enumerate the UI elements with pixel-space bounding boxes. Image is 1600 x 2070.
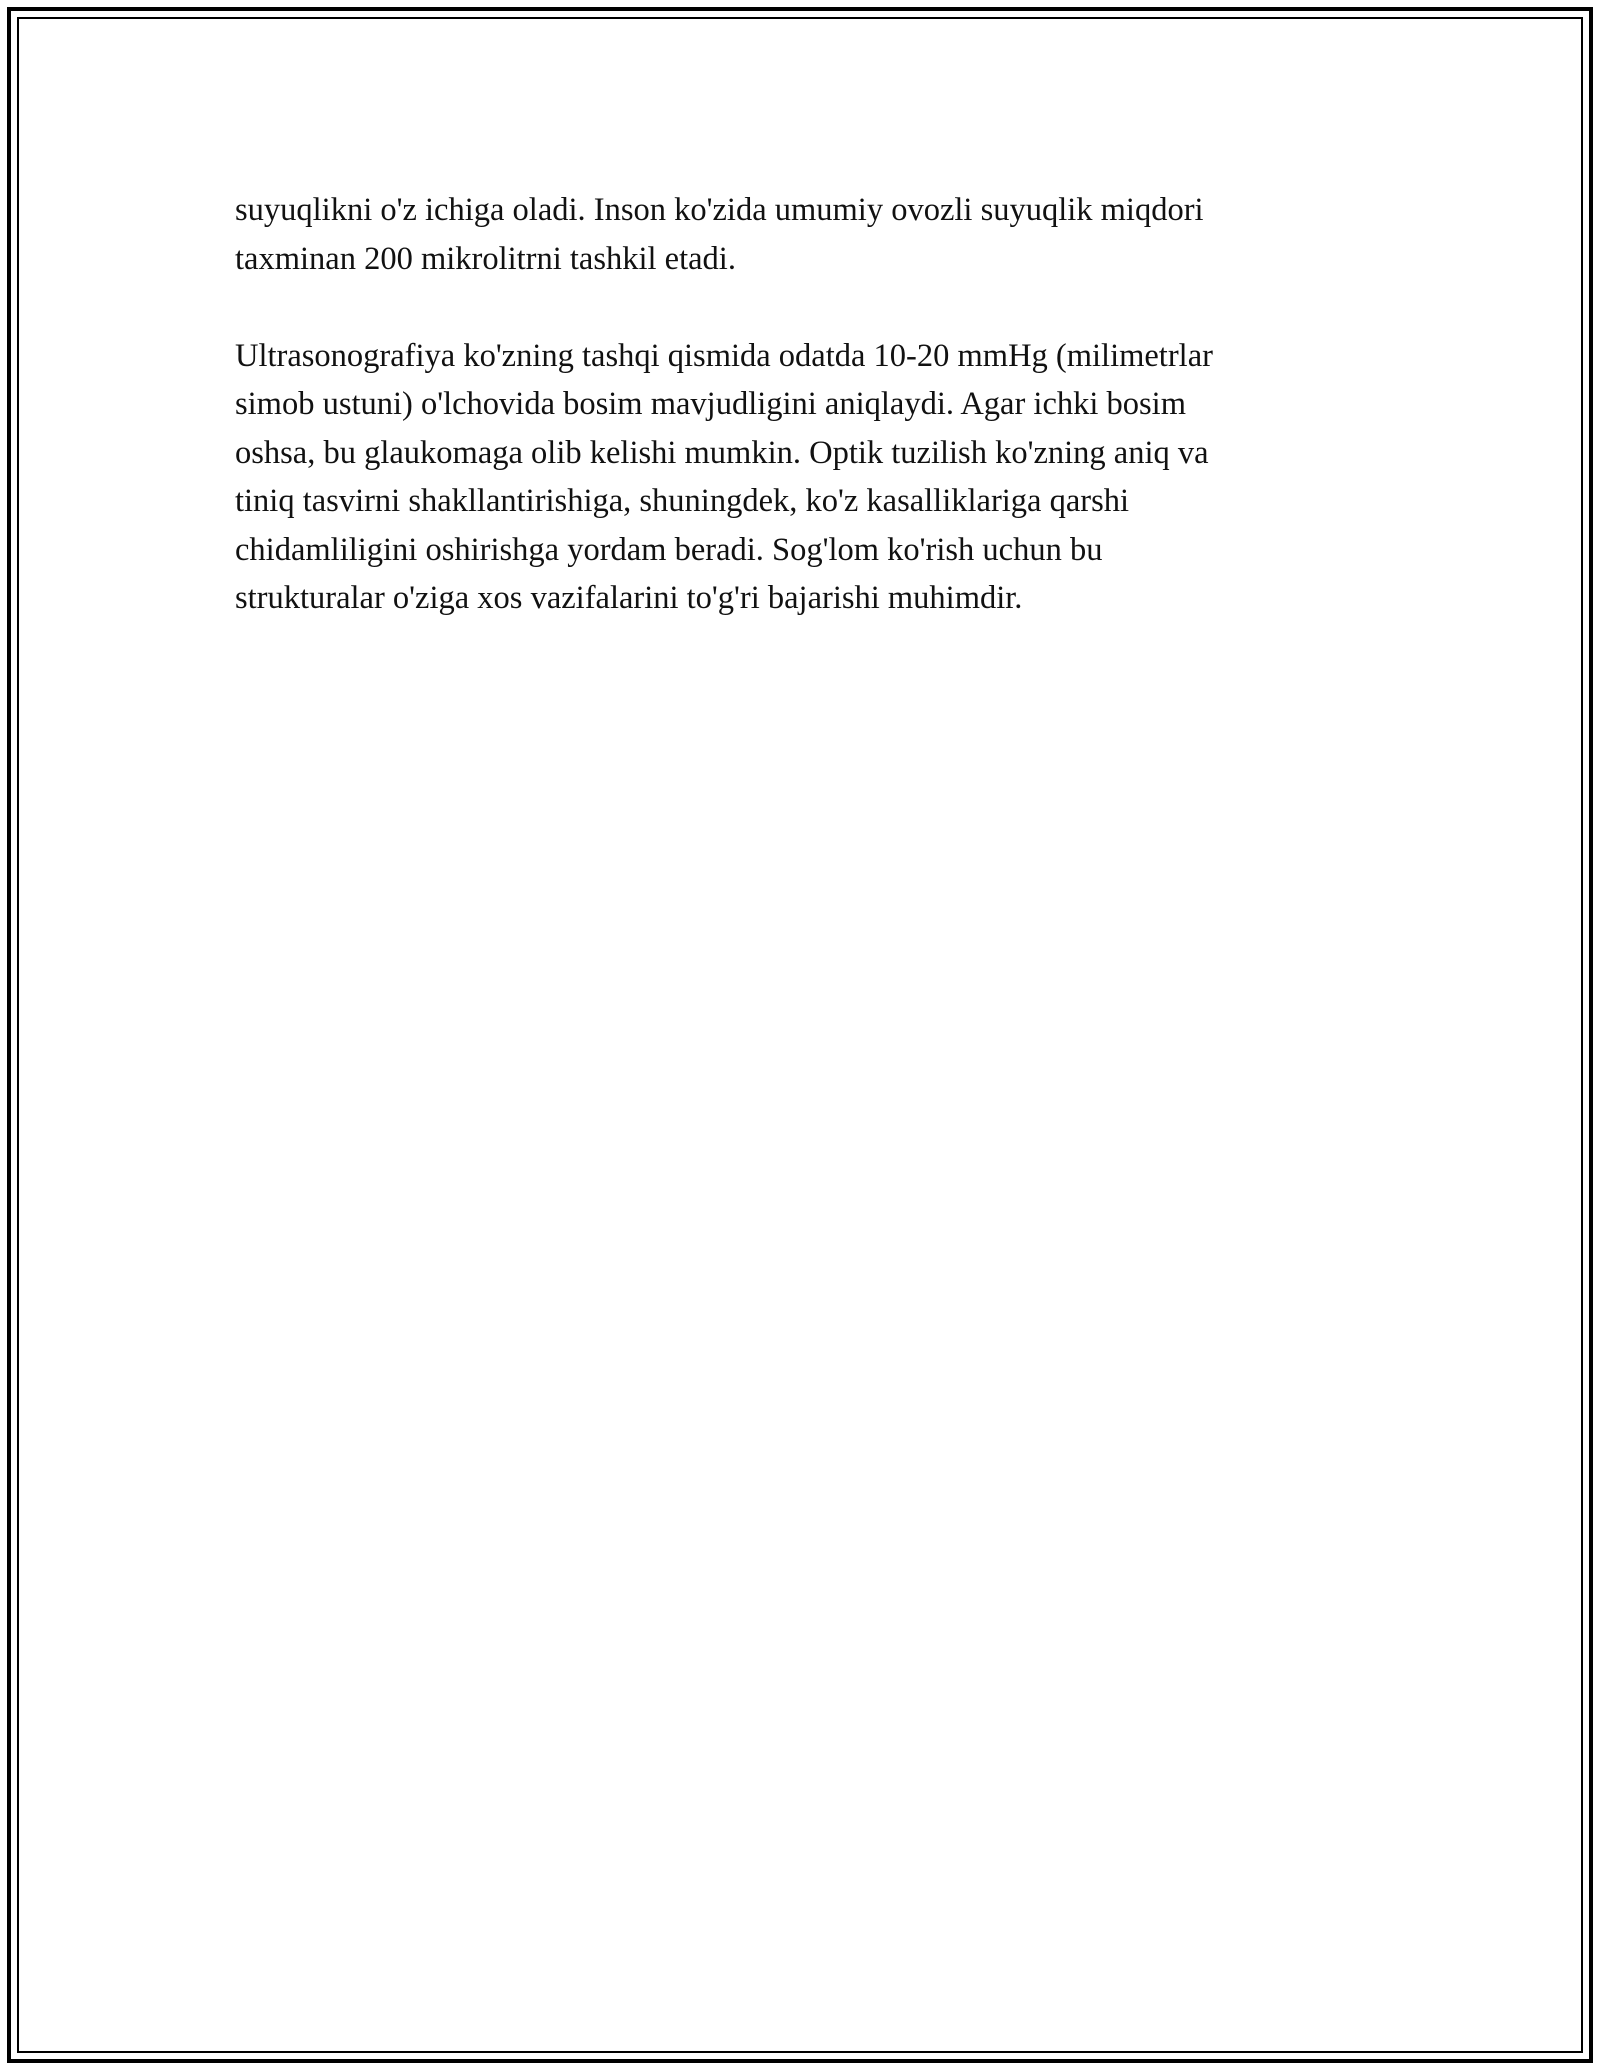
- text-line: oshsa, bu glaukomaga olib kelishi mumkin. Optik tuzilish ko'zning aniq va: [235, 434, 1209, 471]
- document-body: [235, 186, 1365, 623]
- text-line: taxminan 200 mikrolitrni tashkil etadi.: [235, 240, 736, 277]
- text-line: suyuqlikni o'z ichiga oladi. Inson ko'zida umumiy ovozli suyuqlik miqdori: [235, 192, 1204, 228]
- text-line: tiniq tasvirni shakllantirishiga, shuningdek, ko'z kasalliklariga qarshi: [235, 483, 1130, 519]
- text-line: strukturalar o'ziga xos vazifalarini to'g'ri bajarishi muhimdir.: [235, 580, 1023, 616]
- text-line: simob ustuni) o'lchovida bosim mavjudligini aniqlaydi. Agar ichki bosim: [235, 386, 1186, 422]
- text-line: Ultrasonografiya ko'zning tashqi qismida odatda 10-20 mmHg (milimetrlar: [235, 337, 1213, 374]
- text-line: chidamliligini oshirishga yordam beradi. Sog'lom ko'rish uchun bu: [235, 531, 1103, 568]
- paragraph: [235, 332, 1365, 623]
- paragraph: [235, 186, 1365, 283]
